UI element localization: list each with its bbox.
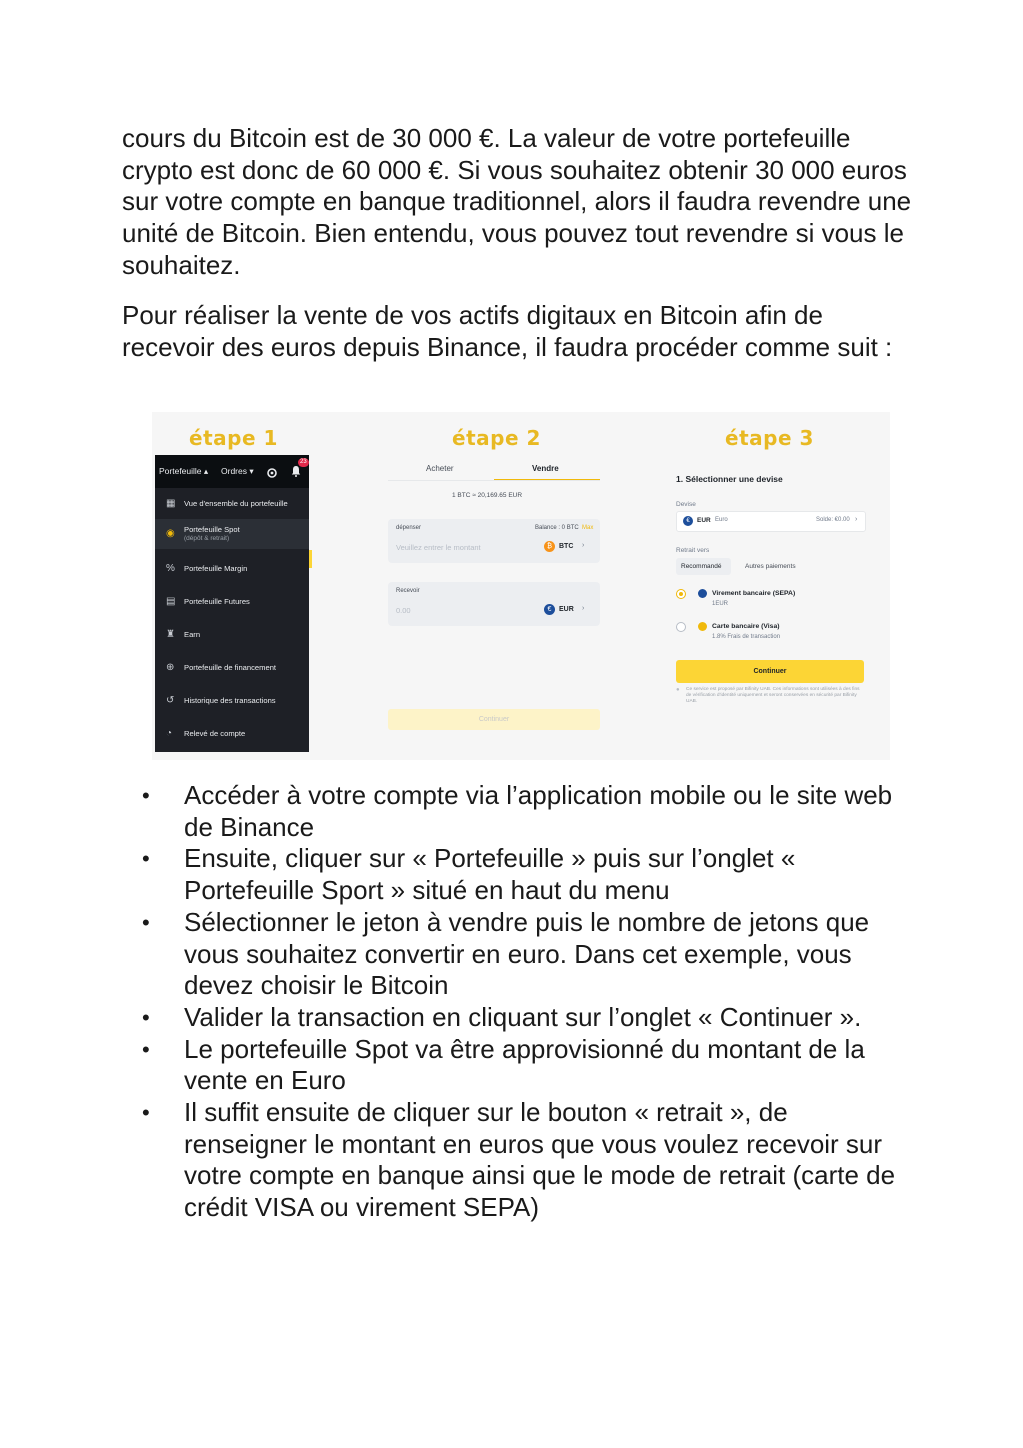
menu-item-label: Portefeuille Spot <box>184 525 240 534</box>
plus-circle-icon: ⊕ <box>166 662 175 673</box>
tab-acheter[interactable]: Acheter <box>426 464 454 473</box>
percent-icon: % <box>166 563 175 574</box>
bullet-icon: • <box>142 783 150 808</box>
steps-list <box>122 780 912 1224</box>
receive-coin[interactable]: EUR <box>559 606 574 613</box>
tab-recommande-label: Recommandé <box>681 563 722 570</box>
card-icon <box>698 622 707 631</box>
list-item <box>122 907 912 1002</box>
currency-select[interactable] <box>676 511 866 532</box>
spend-label: dépenser <box>396 525 422 531</box>
bullet-icon: • <box>142 846 150 872</box>
max-button[interactable]: Max <box>582 525 594 531</box>
notification-badge: 23 <box>300 459 307 465</box>
menu-item[interactable] <box>155 719 309 749</box>
option-sepa-fee: 1EUR <box>712 601 729 607</box>
chart-icon: ◔ <box>166 728 173 739</box>
option-sepa[interactable] <box>676 586 866 612</box>
list-item <box>122 843 912 906</box>
currency-code: EUR <box>697 517 711 524</box>
balance-text: Balance : 0 BTC <box>535 525 579 531</box>
list-item-text: Ensuite, cliquer sur « Portefeuille » puis sur l’onglet « Portefeuille Sport » situé en haut du menu <box>184 843 796 906</box>
spend-coin[interactable]: BTC <box>559 543 574 550</box>
grid-icon: ▦ <box>166 498 176 509</box>
step3-heading: 1. Sélectionner une devise <box>676 474 783 484</box>
step3-continue-button[interactable]: Continuer <box>676 660 864 683</box>
radio-icon[interactable] <box>676 622 686 632</box>
btc-coin-icon: ₿ <box>544 541 555 552</box>
tab-divider <box>388 480 600 481</box>
option-sepa-title: Virement bancaire (SEPA) <box>712 590 796 597</box>
menu-item-sublabel: (dépôt & retrait) <box>184 535 230 542</box>
rate-text: 1 BTC ≈ 20,169.65 EUR <box>452 492 523 499</box>
currency-name: Euro <box>715 517 728 523</box>
menu-item[interactable] <box>155 554 309 584</box>
menu-item-label: Portefeuille Margin <box>184 564 248 573</box>
piggy-icon: ♜ <box>166 629 175 640</box>
tab-vendre[interactable]: Vendre <box>532 464 559 473</box>
history-icon: ↺ <box>166 695 175 706</box>
step3-title: étape 3 <box>725 426 814 450</box>
notice-text: Ce service est proposé par Bifinity UAB. Ces informations sont utilisées à des fins de vérification d'identité uniquement et seront conservées en sécurité par Bifinity UAB. <box>686 687 860 704</box>
ordres-menu[interactable]: Ordres ▾ <box>221 466 254 476</box>
list-item-text: Accéder à votre compte via l’application mobile ou le site web de Binance <box>184 780 893 842</box>
radio-selected-icon[interactable] <box>676 589 686 599</box>
list-item-text: Le portefeuille Spot va être approvisionné du montant de la vente en Euro <box>184 1033 865 1096</box>
menu-item[interactable] <box>155 620 309 650</box>
list-item-text: Sélectionner le jeton à vendre puis le nombre de jetons que vous souhaitez convertir en euro. Dans cet exemple, vous devez choisir le Bitcoin <box>184 906 870 1001</box>
eur-coin-icon: € <box>683 516 693 526</box>
list-item-text: Valider la transaction en cliquant sur l’onglet « Continuer ». <box>184 1001 862 1032</box>
menu-item[interactable] <box>155 587 309 617</box>
retrait-label: Retrait vers <box>676 547 710 554</box>
paragraph-intro: cours du Bitcoin est de 30 000 €. La valeur de votre portefeuille crypto est donc de 60 000 €. Si vous souhaitez obtenir 30 000 euros sur votre compte en banque traditionnel, alors il faudra revendre une unité de Bitcoin. Bien entendu, vous pouvez tout revendre si vous le souhaitez. <box>122 123 912 280</box>
eur-coin-icon: € <box>544 604 555 615</box>
option-visa-title: Carte bancaire (Visa) <box>712 623 780 630</box>
bullet-icon: • <box>142 1100 150 1126</box>
spend-field[interactable] <box>388 519 600 563</box>
tab-autres-paiements[interactable]: Autres paiements <box>745 563 796 570</box>
menu-item-label: Historique des transactions <box>184 696 276 705</box>
info-icon: ● <box>676 687 680 693</box>
receive-field[interactable] <box>388 582 600 626</box>
list-item-text: Il suffit ensuite de cliquer sur le bouton « retrait », de renseigner le montant en euros que vous voulez recevoir sur votre compte en banque ainsi que le mode de retrait (carte de crédit VISA ou virement SEPA) <box>184 1097 896 1223</box>
solde-text: Solde: €0.00 <box>816 517 850 523</box>
coins-icon: ◉ <box>166 528 175 539</box>
step1-topbar <box>155 455 309 488</box>
menu-item[interactable] <box>155 489 309 519</box>
menu-item-label: Portefeuille de financement <box>184 663 277 672</box>
option-visa-fee: 1.8% Frais de transaction <box>712 634 781 640</box>
receive-input[interactable]: 0.00 <box>396 606 411 615</box>
step1-wallet-menu <box>155 455 309 752</box>
step2-title: étape 2 <box>452 426 541 450</box>
step3-panel <box>668 455 886 745</box>
list-item <box>122 1002 912 1034</box>
chevron-right-icon[interactable]: › <box>582 605 585 612</box>
step2-continue-button[interactable]: Continuer <box>388 709 600 730</box>
tab-recommande[interactable] <box>676 558 731 575</box>
step2-panel <box>388 455 600 745</box>
spend-input[interactable]: Veuillez entrer le montant <box>396 543 481 552</box>
chevron-right-icon[interactable]: › <box>582 542 585 549</box>
menu-item-label: Portefeuille Futures <box>184 597 250 606</box>
bullet-icon: • <box>142 1036 150 1062</box>
list-item <box>122 780 912 843</box>
user-icon[interactable] <box>267 465 277 475</box>
bullet-icon: • <box>142 1004 150 1030</box>
bullet-icon: • <box>142 909 150 935</box>
option-visa[interactable] <box>676 619 866 645</box>
highlight-marker <box>309 550 312 568</box>
sepa-icon <box>698 589 707 598</box>
receive-label: Recevoir <box>396 588 420 594</box>
devise-label: Devise <box>676 501 696 508</box>
menu-item-label: Earn <box>184 630 201 639</box>
portefeuille-menu[interactable]: Portefeuille ▴ <box>159 466 209 476</box>
step1-title: étape 1 <box>189 426 278 450</box>
paragraph-procedure: Pour réaliser la vente de vos actifs digitaux en Bitcoin afin de recevoir des euros depuis Binance, il faudra procéder comme suit : <box>122 300 893 362</box>
chevron-right-icon: › <box>855 516 858 523</box>
list-item <box>122 1097 912 1224</box>
menu-item[interactable] <box>155 519 309 549</box>
steps-figure <box>152 412 890 760</box>
list-item <box>122 1034 912 1097</box>
menu-item[interactable] <box>155 653 309 683</box>
menu-item[interactable] <box>155 686 309 716</box>
futures-icon: ▤ <box>166 596 176 607</box>
menu-item-label: Relevé de compte <box>184 729 246 738</box>
menu-item-label: Vue d'ensemble du portefeuille <box>184 499 288 508</box>
